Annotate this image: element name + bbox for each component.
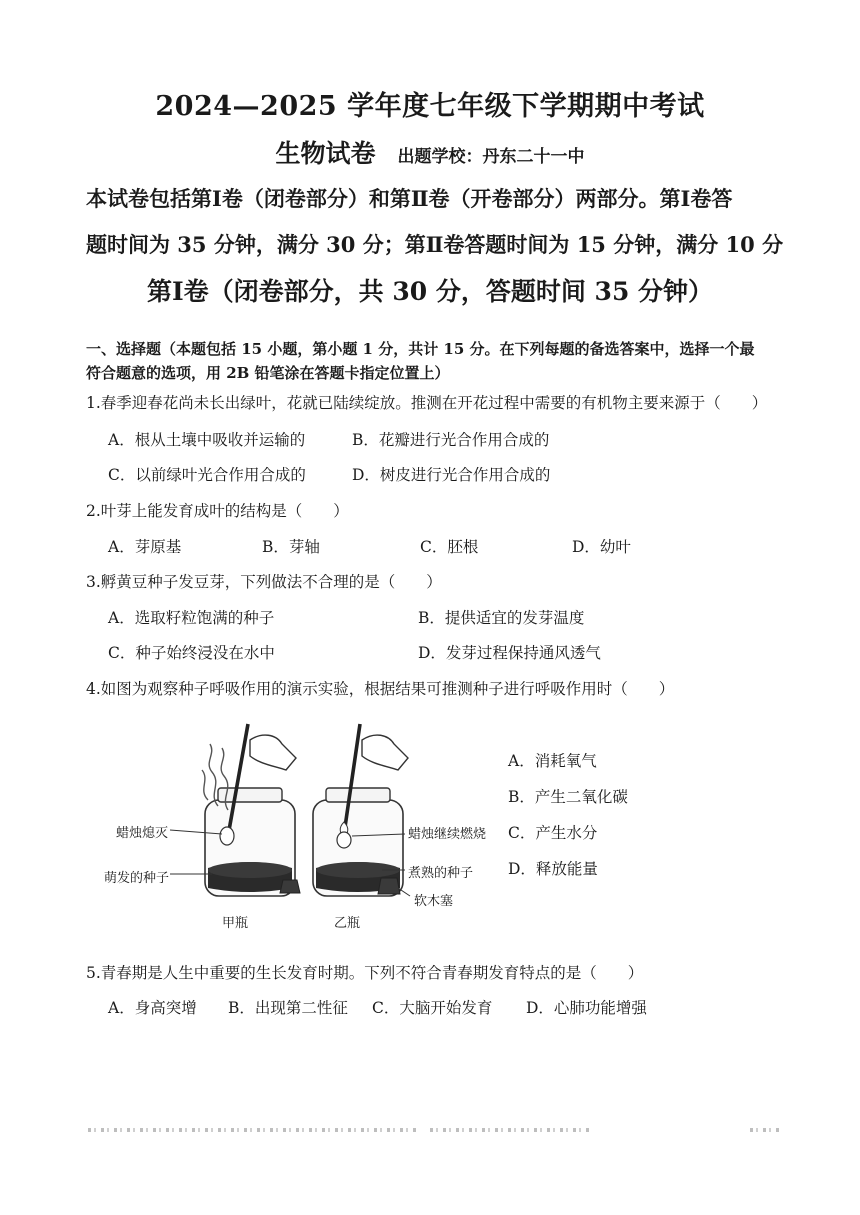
- q4-option-d: D．释放能量: [508, 860, 598, 878]
- hand-b: [362, 735, 408, 770]
- cork-a: [280, 880, 300, 893]
- q5-option-d: D．心肺功能增强: [526, 999, 647, 1017]
- candle-a: [220, 827, 234, 845]
- q2-option-b: B．芽轴: [262, 538, 320, 556]
- label-candle-burning: 蜡烛继续燃烧: [408, 827, 487, 842]
- q1-option-d: D．树皮进行光合作用合成的: [352, 466, 551, 484]
- exam-title: 2024—2025 学年度七年级下学期期中考试: [155, 91, 705, 122]
- scan-noise-mid: [430, 1128, 590, 1132]
- q1-option-a: A．根从土壤中吸收并运输的: [108, 431, 306, 449]
- label-cork: 软木塞: [414, 894, 454, 909]
- subtitle-row: [0, 134, 860, 170]
- instructions-line-1: 一、选择题（本题包括 15 小题，第小题 1 分，共计 15 分。在下列每题的备选答案中，选择一个最: [86, 340, 755, 358]
- q5-option-a: A．身高突增: [108, 999, 197, 1017]
- question-5-stem: 5.青春期是人生中重要的生长发育时期。下列不符合青春期发育特点的是（ ）: [86, 964, 644, 982]
- q1-option-c: C．以前绿叶光合作用合成的: [108, 466, 306, 484]
- question-3-stem: 3.孵黄豆种子发豆芽，下列做法不合理的是（ ）: [86, 573, 442, 591]
- question-4-stem: 4.如图为观察种子呼吸作用的演示实验，根据结果可推测种子进行呼吸作用时（ ）: [86, 680, 675, 698]
- hand-a: [250, 735, 296, 770]
- subject-title: 生物试卷: [275, 139, 376, 168]
- q3-option-d: D．发芽过程保持通风透气: [418, 644, 601, 662]
- q3-option-a: A．选取籽粒饱满的种子: [108, 609, 275, 627]
- label-jar-a: 甲瓶: [222, 916, 249, 931]
- label-germinating-seeds: 萌发的种子: [104, 871, 170, 886]
- q4-option-c: C．产生水分: [508, 824, 598, 842]
- school-name: 出题学校：丹东二十一中: [397, 147, 585, 167]
- section-title: 第Ⅰ卷（闭卷部分，共 30 分，答题时间 35 分钟）: [146, 277, 714, 306]
- label-cooked-seeds: 煮熟的种子: [408, 866, 474, 881]
- q2-option-d: D．幼叶: [572, 538, 631, 556]
- q5-option-c: C．大脑开始发育: [372, 999, 493, 1017]
- instructions-line-2: 符合题意的选项，用 2B 铅笔涂在答题卡指定位置上）: [86, 364, 450, 382]
- intro-line-1: 本试卷包括第Ⅰ卷（闭卷部分）和第Ⅱ卷（开卷部分）两部分。第Ⅰ卷答: [86, 186, 733, 211]
- q4-option-b: B．产生二氧化碳: [508, 788, 628, 806]
- candle-b: [337, 832, 351, 848]
- q5-option-b: B．出现第二性征: [228, 999, 348, 1017]
- q4-option-a: A．消耗氧气: [508, 752, 597, 770]
- intro-line-2: 题时间为 35 分钟，满分 30 分；第Ⅱ卷答题时间为 15 分钟，满分 10 分: [86, 232, 784, 257]
- q2-option-a: A．芽原基: [108, 538, 182, 556]
- question-2-stem: 2.叶芽上能发育成叶的结构是（ ）: [86, 502, 349, 520]
- scan-noise-right: [750, 1128, 780, 1132]
- question-1-stem: 1.春季迎春花尚未长出绿叶，花就已陆续绽放。推测在开花过程中需要的有机物主要来源于（ ）: [86, 394, 768, 412]
- label-jar-b: 乙瓶: [334, 916, 361, 931]
- q1-option-b: B．花瓣进行光合作用合成的: [352, 431, 550, 449]
- q3-option-c: C．种子始终浸没在水中: [108, 644, 275, 662]
- scan-noise-left: [88, 1128, 418, 1132]
- cork-b: [378, 878, 400, 894]
- jar-a: [205, 788, 295, 896]
- q2-option-c: C．胚根: [420, 538, 479, 556]
- label-candle-out: 蜡烛熄灭: [116, 826, 169, 841]
- q3-option-b: B．提供适宜的发芽温度: [418, 609, 585, 627]
